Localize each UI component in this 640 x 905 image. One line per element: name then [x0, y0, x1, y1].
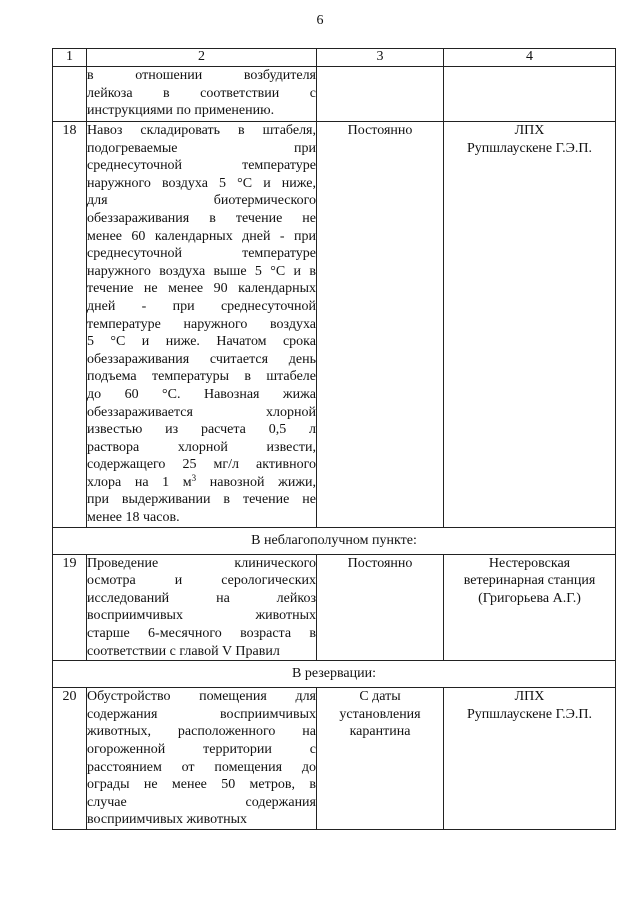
- row-number: 20: [53, 688, 87, 830]
- column-header-4: 4: [444, 49, 616, 67]
- text-line: восприимчивых животных: [87, 608, 316, 624]
- responsible-line: Нестеровская: [488, 555, 571, 571]
- row-number: 18: [53, 122, 87, 528]
- row-number-cell: [53, 67, 87, 122]
- period-line: установления: [339, 706, 421, 722]
- text-line: дней - при среднесуточной: [87, 298, 316, 314]
- text-line: ограды не менее 50 метров, в: [87, 777, 316, 793]
- text-line: Обустройство помещения для: [87, 689, 316, 705]
- section-row-unfavorable-point: [53, 527, 616, 554]
- text-line: Навоз складировать в штабеля,: [87, 123, 316, 138]
- responsible-line: (Григорьева А.Г.): [478, 590, 581, 606]
- column-header-2: 2: [87, 49, 317, 67]
- table-row-20: [53, 688, 616, 830]
- period-cell: [317, 688, 444, 830]
- text-line: 5 °С и ниже. Начатом срока: [87, 334, 316, 350]
- text-line: температуре наружного воздуха: [87, 316, 316, 332]
- section-heading: В неблагополучном пункте:: [53, 527, 616, 554]
- page-number: 6: [316, 13, 324, 28]
- text-line: случае содержания: [87, 794, 316, 810]
- text-line: осмотра и серологических: [87, 573, 316, 589]
- superscript-3: 3: [191, 472, 197, 483]
- period-text: Постоянно: [347, 123, 413, 138]
- text-line: до 60 °С. Навозная жижа: [87, 386, 316, 402]
- responsible-line: Рупшлаускене Г.Э.П.: [466, 706, 592, 722]
- text-line: огороженной территории с: [87, 742, 316, 757]
- text-line: Проведение клинического: [87, 555, 316, 571]
- table-row-continuation: [53, 67, 616, 122]
- text-line: раствора хлорной извести,: [87, 439, 316, 455]
- period-cell: [317, 554, 444, 661]
- text-line: обеззараживания в течение не: [87, 210, 316, 226]
- text-line: обеззараживается хлорной: [87, 404, 316, 420]
- responsible-cell: [444, 122, 616, 528]
- text-line: соответствии с главой V Правил: [87, 643, 280, 659]
- period-cell: [317, 122, 444, 528]
- column-header-1: 1: [53, 49, 87, 67]
- text-line: содержащего 25 мг/л активного: [87, 457, 316, 473]
- measure-text: [87, 554, 317, 661]
- text-line: менее 60 календарных дней - при: [87, 228, 316, 244]
- measure-text: [87, 122, 317, 528]
- row-number: 19: [53, 554, 87, 661]
- responsible-cell: [444, 688, 616, 830]
- text-line-with-superscript: [87, 474, 316, 492]
- responsible-line: Рупшлаускене Г.Э.П.: [466, 140, 592, 156]
- text-line: в отношении возбудителя: [87, 68, 316, 83]
- section-row-reservation: [53, 661, 616, 688]
- text-line: подогреваемые при: [87, 140, 316, 156]
- text-line: для биотермического: [87, 193, 316, 209]
- measures-table: [52, 48, 616, 830]
- text-line: при выдерживании в течение не: [87, 492, 316, 508]
- responsible-line: ЛПХ: [514, 123, 545, 138]
- responsible-line: ЛПХ: [514, 689, 545, 705]
- text-line: менее 18 часов.: [87, 510, 180, 526]
- text-line: исследований на лейкоз: [87, 590, 316, 606]
- text-line: расстоянием от помещения до: [87, 759, 316, 775]
- responsible-line: ветеринарная станция: [463, 573, 596, 589]
- column-header-3: 3: [317, 49, 444, 67]
- text-line: наружного воздуха 5 °С и ниже,: [87, 175, 316, 191]
- text-line: обеззараживания считается день: [87, 351, 316, 367]
- text-line: течение не менее 90 календарных: [87, 281, 316, 297]
- responsible-cell: [444, 554, 616, 661]
- section-heading: В резервации:: [53, 661, 616, 688]
- table-row-19: [53, 554, 616, 661]
- text-line: среднесуточной температуре: [87, 158, 316, 174]
- text-fragment: навозной жижи,: [196, 474, 316, 490]
- text-line: инструкциями по применению.: [87, 103, 275, 119]
- measure-text: [87, 67, 317, 122]
- text-line: наружного воздуха выше 5 °С и в: [87, 263, 316, 279]
- text-line: среднесуточной температуре: [87, 246, 316, 262]
- text-line: животных, расположенного на: [87, 724, 316, 740]
- text-line: восприимчивых животных: [87, 812, 247, 828]
- measure-text: [87, 688, 317, 830]
- table-header-row: [53, 49, 616, 67]
- period-line: С даты: [359, 689, 401, 705]
- text-line: лейкоза в соответствии с: [87, 85, 316, 101]
- responsible-cell: [444, 67, 616, 122]
- period-text: Постоянно: [347, 555, 413, 571]
- period-cell: [317, 67, 444, 122]
- text-line: подъема температуры в штабеле: [87, 369, 316, 385]
- text-fragment: хлора на 1 м: [87, 474, 192, 490]
- table-row-18: [53, 122, 616, 528]
- period-line: карантина: [349, 724, 411, 740]
- text-line: старше 6-месячного возраста в: [87, 626, 316, 642]
- text-line: содержания восприимчивых: [87, 706, 316, 722]
- text-line: известью из расчета 0,5 л: [87, 422, 316, 438]
